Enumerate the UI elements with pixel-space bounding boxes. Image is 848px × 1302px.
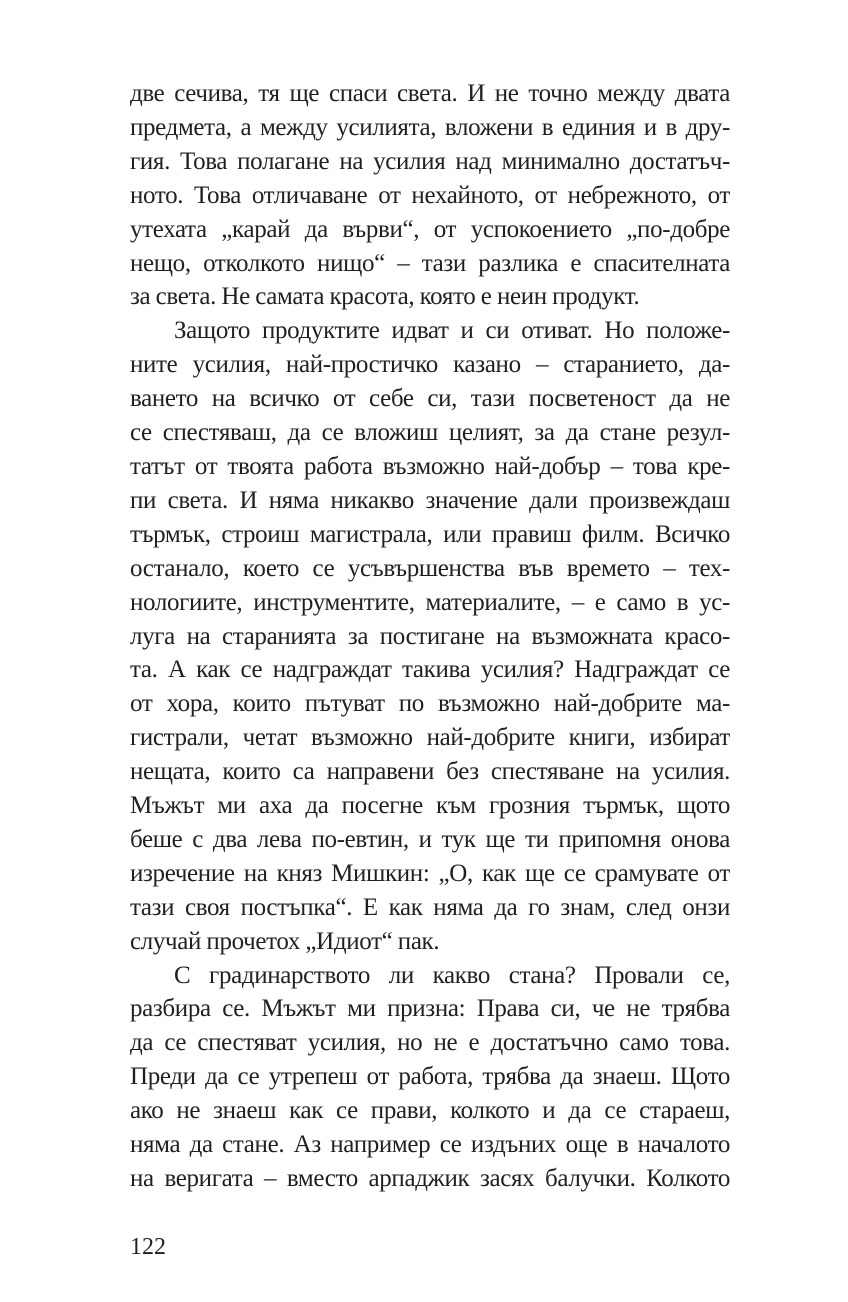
text-line: Мъжът ми аха да посегне към грозния търмък, щото — [130, 792, 730, 820]
text-line: нещата, които са направени без спестяване на усилия. — [130, 758, 730, 786]
text-line: пи света. И няма никакво значение дали произвеждаш — [130, 486, 730, 514]
text-line: татът от твоята работа възможно най-добър – това кре- — [130, 452, 730, 480]
text-line: няма да стане. Аз например се издъних още в началото — [130, 1131, 730, 1159]
text-line: тази своя постъпка“. Е как няма да го знам, след онзи — [130, 893, 730, 921]
text-line: изречение на княз Мишкин: „О, как ще се срамувате от — [130, 859, 730, 887]
text-line: да се спестяват усилия, но не е достатъчно само това. — [130, 1029, 730, 1057]
text-line: останало, което се усъвършенства във времето – тех- — [130, 554, 730, 582]
text-line: за света. Не самата красота, която е неин продукт. — [130, 283, 640, 311]
text-line: гия. Това полагане на усилия над минимално достатъч- — [130, 147, 730, 175]
paragraph-1 — [130, 77, 730, 314]
text-line: Преди да се утрепеш от работа, трябва да знаеш. Щото — [130, 1063, 730, 1091]
page-body — [130, 0, 730, 1196]
text-line: търмък, строиш магистрала, или правиш филм. Всичко — [130, 520, 730, 548]
text-line: разбира се. Мъжът ми призна: Права си, че не трябва — [130, 995, 730, 1023]
text-line: ните усилия, най-простичко казано – старанието, да- — [130, 351, 730, 379]
text-line: С градинарството ли какво стана? Провали се, — [174, 961, 730, 989]
text-line: ването на всичко от себе си, тази посветеност да не — [130, 385, 730, 413]
text-line: предмета, а между усилията, вложени в единия и в дру- — [130, 113, 730, 141]
text-line: гистрали, четат възможно най-добрите книги, избират — [130, 724, 730, 752]
text-line: та. А как се надграждат такива усилия? Надграждат се — [130, 656, 730, 684]
text-line: беше с два лева по-евтин, и тук ще ти припомня онова — [130, 825, 730, 853]
paragraph-3 — [130, 959, 730, 1196]
text-line: Защото продуктите идват и си отиват. Но положе- — [174, 317, 730, 345]
text-line: ако не знаеш как се прави, колкото и да се стараеш, — [130, 1097, 730, 1125]
paragraph-2 — [130, 314, 730, 958]
text-line: на веригата – вместо арпаджик засях балучки. Колкото — [130, 1165, 730, 1192]
text-line: нещо, отколкото нищо“ – тази разлика е спасителната — [130, 249, 730, 277]
text-line: нологиите, инструментите, материалите, – е само в ус- — [130, 588, 730, 616]
text-line: две сечива, тя ще спаси света. И не точно между двата — [130, 80, 730, 107]
text-line: ното. Това отличаване от нехайното, от небрежното, от — [130, 181, 730, 209]
text-line: случай прочетох „Идиот“ пак. — [130, 927, 440, 955]
text-line: от хора, които пътуват по възможно най-добрите ма- — [130, 690, 730, 718]
page-number: 122 — [130, 1233, 166, 1260]
text-line: се спестяваш, да се вложиш целият, за да стане резул- — [130, 419, 730, 447]
text-line: утехата „карай да върви“, от успокоението „по-добре — [130, 215, 730, 243]
text-line: луга на старанията за постигане на възможната красо- — [130, 622, 730, 650]
